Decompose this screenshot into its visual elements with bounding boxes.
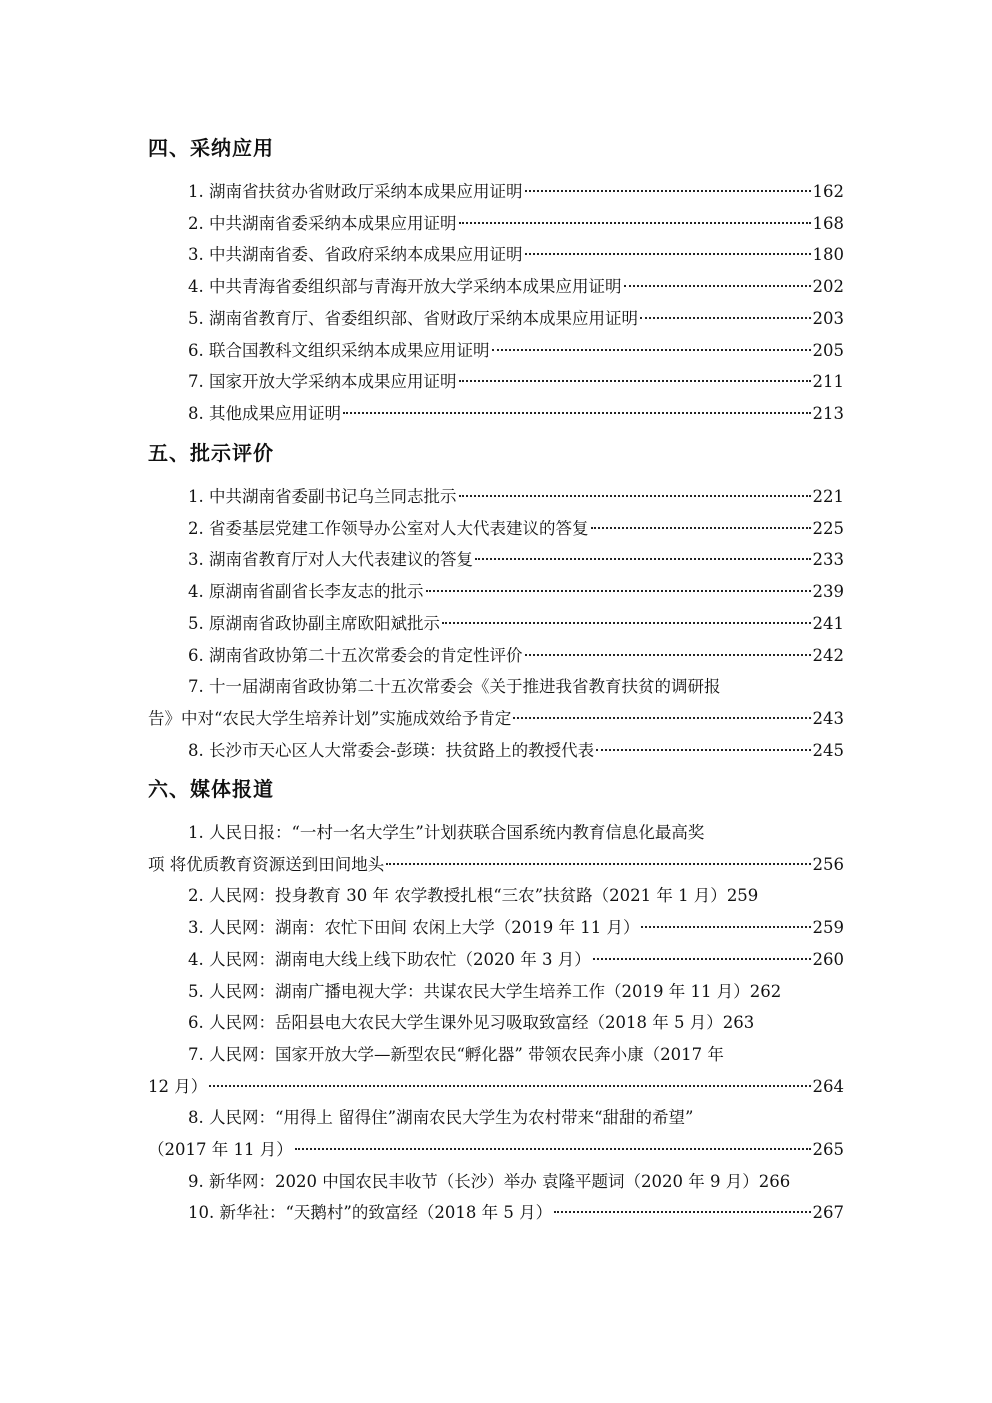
toc-entry-title: 1. 人民日报：“一村一名大学生”计划获联合国系统内教育信息化最高奖 xyxy=(188,823,705,842)
dot-leader xyxy=(554,1209,810,1213)
toc-entry-title: 2. 中共湖南省委采纳本成果应用证明 xyxy=(188,213,457,233)
toc-entry[interactable] xyxy=(148,239,844,271)
dot-leader xyxy=(525,652,811,656)
toc-entry-title: 3. 湖南省教育厅对人大代表建议的答复 xyxy=(188,550,473,570)
toc-entry-title: 7. 国家开放大学采纳本成果应用证明 xyxy=(188,372,457,392)
toc-entry-title: 5. 人民网：湖南广播电视大学：共谋农民大学生培养工作（2019 年 11 月） xyxy=(188,981,750,1001)
toc-entry-title: 6. 湖南省政协第二十五次常委会的肯定性评价 xyxy=(188,645,523,665)
toc-entry-title: 1. 中共湖南省委副书记乌兰同志批示 xyxy=(188,487,457,506)
toc-entry[interactable] xyxy=(148,576,844,608)
dot-leader xyxy=(596,747,810,751)
toc-entry[interactable] xyxy=(148,880,844,912)
dot-leader xyxy=(426,588,811,592)
toc-entry[interactable] xyxy=(148,366,844,398)
toc-entry[interactable] xyxy=(148,271,844,303)
dot-leader xyxy=(295,1146,811,1150)
toc-entry-title: 6. 人民网：岳阳县电大农民大学生课外见习吸取致富经（2018 年 5 月） xyxy=(188,1013,723,1033)
dot-leader xyxy=(343,410,811,414)
toc-entry[interactable] xyxy=(148,1166,844,1198)
toc-page-number: 205 xyxy=(812,340,844,360)
dot-leader xyxy=(525,251,811,255)
toc-entry-title: 5. 原湖南省政协副主席欧阳斌批示 xyxy=(188,613,440,633)
toc-entry-title: 4. 中共青海省委组织部与青海开放大学采纳本成果应用证明 xyxy=(188,277,622,297)
dot-leader xyxy=(475,556,811,560)
dot-leader xyxy=(624,283,811,287)
toc-page-number: 213 xyxy=(812,403,844,423)
toc-entry[interactable] xyxy=(148,335,844,367)
toc-entry[interactable] xyxy=(148,1007,844,1039)
toc-page-number: 262 xyxy=(749,981,782,1001)
toc-entry-title: 10. 新华社：“天鹅村”的致富经（2018 年 5 月） xyxy=(188,1203,553,1223)
dot-leader xyxy=(492,347,811,351)
toc-entry-title: 3. 中共湖南省委、省政府采纳本成果应用证明 xyxy=(188,245,523,265)
toc-entry[interactable] xyxy=(148,735,844,767)
toc-entry-title: 5. 湖南省教育厅、省委组织部、省财政厅采纳本成果应用证明 xyxy=(188,308,638,328)
toc-page-number: 242 xyxy=(812,645,844,665)
toc-page-number: 260 xyxy=(812,949,844,969)
toc-page-number: 168 xyxy=(812,213,844,233)
toc-entry-title-continued: 项 将优质教育资源送到田间地头 xyxy=(148,854,385,874)
toc-entry-title: 9. 新华网：2020 中国农民丰收节（长沙）举办 袁隆平题词（2020 年 9 月） xyxy=(188,1171,759,1191)
toc-page-number: 256 xyxy=(812,854,844,874)
toc-page-number: 263 xyxy=(722,1013,755,1033)
toc-entry[interactable] xyxy=(148,513,844,545)
dot-leader xyxy=(442,620,811,624)
toc-page-number: 221 xyxy=(812,487,844,506)
toc-entry-title: 7. 人民网：国家开放大学—新型农民“孵化器” 带领农民奔小康（2017 年 xyxy=(188,1044,724,1064)
toc-entry[interactable] xyxy=(148,912,844,944)
toc-entry-title: 1. 湖南省扶贫办省财政厅采纳本成果应用证明 xyxy=(188,182,523,201)
toc-entry[interactable] xyxy=(148,208,844,240)
toc-entry[interactable] xyxy=(148,303,844,335)
toc-entry[interactable] xyxy=(148,640,844,672)
toc-page-number: 211 xyxy=(812,372,844,392)
toc-entry[interactable] xyxy=(148,817,844,880)
toc-page-number: 243 xyxy=(812,708,844,728)
dot-leader xyxy=(513,715,810,719)
toc-page-number: 180 xyxy=(812,245,844,265)
toc-entry[interactable] xyxy=(148,481,844,513)
dot-leader xyxy=(593,956,811,960)
toc-entry[interactable] xyxy=(148,671,844,734)
toc-page-number: 239 xyxy=(812,582,844,602)
toc-page-number: 202 xyxy=(812,277,844,297)
dot-leader xyxy=(640,315,811,319)
toc-entry[interactable] xyxy=(148,944,844,976)
toc-entry-title: 3. 人民网：湖南：农忙下田间 农闲上大学（2019 年 11 月） xyxy=(188,918,640,938)
toc-entry[interactable] xyxy=(148,176,844,208)
toc-page-number: 267 xyxy=(812,1203,844,1223)
toc-entry[interactable] xyxy=(148,1039,844,1102)
toc-entry-title: 6. 联合国教科文组织采纳本成果应用证明 xyxy=(188,340,490,360)
toc-page-number: 162 xyxy=(812,182,844,201)
dot-leader xyxy=(386,861,810,865)
toc-entry-title: 2. 省委基层党建工作领导办公室对人大代表建议的答复 xyxy=(188,518,589,538)
toc-page-number: 259 xyxy=(726,886,759,906)
toc-page-number: 245 xyxy=(812,740,844,760)
toc-entry-title: 7. 十一届湖南省政协第二十五次常委会《关于推进我省教育扶贫的调研报 xyxy=(188,677,721,697)
toc-entry[interactable] xyxy=(148,976,844,1008)
toc-page-number: 266 xyxy=(758,1171,791,1191)
section-heading-media: 六、媒体报道 xyxy=(148,777,274,801)
toc-entry[interactable] xyxy=(148,1197,844,1229)
dot-leader xyxy=(641,924,810,928)
dot-leader xyxy=(459,220,811,224)
toc-entry-title: 8. 其他成果应用证明 xyxy=(188,403,341,423)
toc-entry-title-continued: （2017 年 11 月） xyxy=(148,1140,293,1159)
toc-page-number: 203 xyxy=(812,308,844,328)
toc-page-number: 225 xyxy=(812,518,844,538)
dot-leader xyxy=(459,493,811,497)
toc-entry-title-continued: 告》中对“农民大学生培养计划”实施成效给予肯定 xyxy=(148,708,512,728)
toc-entry[interactable] xyxy=(148,608,844,640)
toc-page-number: 264 xyxy=(812,1076,844,1096)
toc-entry-title: 8. 人民网：“用得上 留得住”湖南农民大学生为农村带来“甜甜的希望” xyxy=(188,1108,694,1128)
toc-entry[interactable] xyxy=(148,398,844,430)
toc-page-number: 259 xyxy=(812,918,844,938)
toc-page-number: 241 xyxy=(812,613,844,633)
section-heading-endorsements: 五、批示评价 xyxy=(148,441,274,465)
dot-leader xyxy=(209,1083,810,1087)
toc-entry-title: 8. 长沙市天心区人大常委会-彭瑛：扶贫路上的教授代表 xyxy=(188,740,595,760)
dot-leader xyxy=(525,188,811,192)
dot-leader xyxy=(459,378,811,382)
toc-entry-title: 4. 人民网：湖南电大线上线下助农忙（2020 年 3 月） xyxy=(188,949,591,969)
dot-leader xyxy=(591,525,811,529)
toc-entry[interactable] xyxy=(148,544,844,576)
section-heading-adoption: 四、采纳应用 xyxy=(148,136,274,160)
toc-entry-title-continued: 12 月） xyxy=(148,1076,208,1096)
toc-entry-title: 4. 原湖南省副省长李友志的批示 xyxy=(188,582,424,602)
toc-entry-title: 2. 人民网：投身教育 30 年 农学教授扎根“三农”扶贫路（2021 年 1 月） xyxy=(188,886,727,906)
toc-page-number: 233 xyxy=(812,550,844,570)
toc-entry[interactable] xyxy=(148,1102,844,1165)
toc-page-number: 265 xyxy=(812,1140,844,1159)
